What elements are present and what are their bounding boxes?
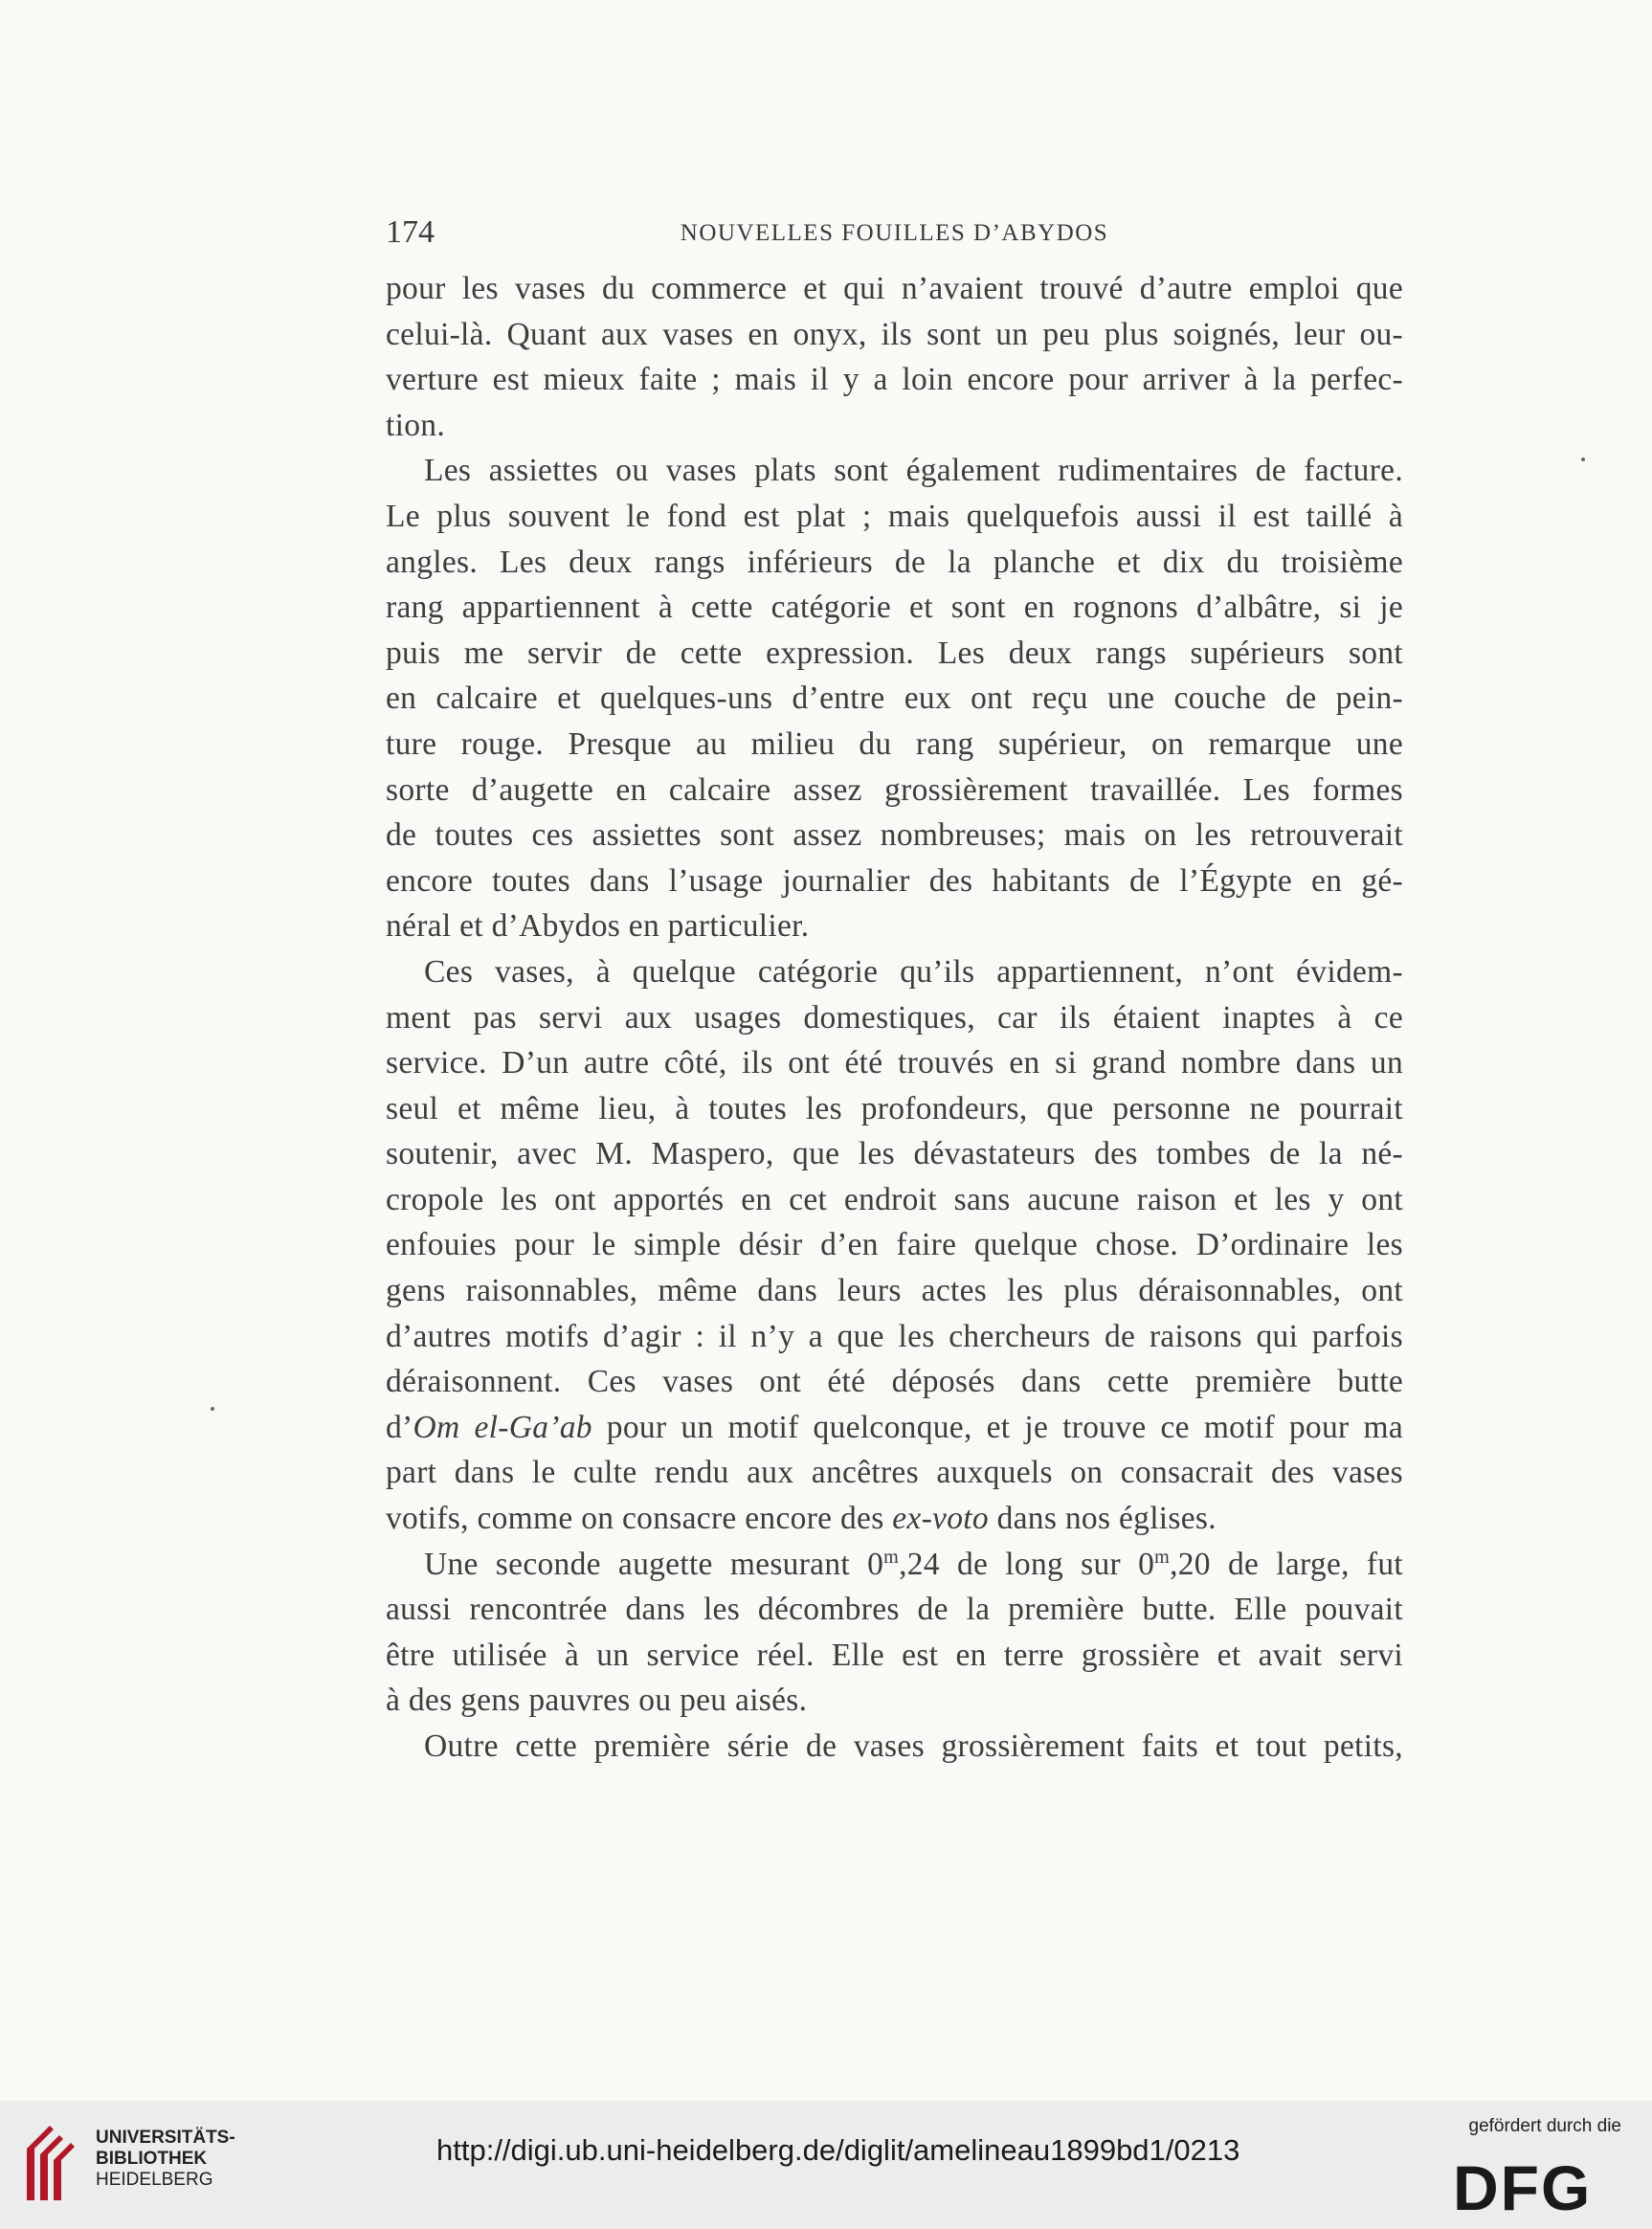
library-name-line: HEIDELBERG (96, 2170, 213, 2190)
text-fragment: dans nos églises. (988, 1501, 1217, 1537)
text-line: celui-là. Quant aux vases en onyx, ils sont un peu plus soignés, leur ou- (386, 316, 1403, 352)
text-line: en calcaire et quelques-uns d’entre eux ont reçu une couche de pein- (386, 680, 1403, 717)
text-line: service. D’un autre côté, ils ont été trouvés en si grand nombre dans un (386, 1045, 1403, 1081)
text-line: être utilisée à un service réel. Elle est en terre grossière et avait servi (386, 1637, 1403, 1673)
text-line: cropole les ont apportés en cet endroit sans aucune raison et les y ont (386, 1181, 1403, 1217)
funder-block (1440, 2116, 1621, 2221)
text-line-with-italic (386, 1496, 1403, 1542)
text-line: Les assiettes ou vases plats sont également rudimentaires de facture. (424, 453, 1403, 489)
text-line: tion. (386, 407, 445, 443)
text-fragment: Une seconde augette mesurant 0 (424, 1546, 884, 1582)
text-line: angles. Les deux rangs inférieurs de la planche et dix du troisième (386, 544, 1403, 580)
body-text (386, 266, 1403, 1770)
text-line: pour les vases du commerce et qui n’avaient trouvé d’autre emploi que (386, 271, 1403, 306)
text-line: ment pas servi aux usages domestiques, car ils étaient inaptes à ce (386, 999, 1403, 1036)
text-line: sorte d’augette en calcaire assez grossièrement travaillée. Les formes (386, 771, 1403, 808)
university-library-logo-icon (21, 2120, 82, 2204)
digitization-footer (0, 2101, 1652, 2229)
library-name-line: BIBLIOTHEK (96, 2149, 208, 2169)
running-title: NOUVELLES FOUILLES D’ABYDOS (680, 220, 1109, 246)
text-line: seul et même lieu, à toutes les profondeurs, que personne ne pourrait (386, 1090, 1403, 1126)
funding-credit: gefördert durch die (1468, 2116, 1621, 2136)
text-line: part dans le culte rendu aux ancêtres auxquels on consacrait des vases (386, 1455, 1403, 1491)
text-fragment: pour un motif quelconque, et je trouve ce motif pour ma (592, 1409, 1404, 1445)
paragraph-5 (386, 1724, 1403, 1770)
text-line: soutenir, avec M. Maspero, que les dévastateurs des tombes de la né- (386, 1136, 1403, 1172)
paragraph-2 (386, 448, 1403, 949)
unit-superscript: m (883, 1546, 900, 1568)
paragraph-3 (386, 949, 1403, 1542)
scan-speck (211, 1407, 214, 1411)
scan-speck (1581, 457, 1585, 461)
text-fragment: d’ (386, 1409, 413, 1445)
library-name (96, 2128, 235, 2191)
text-line-with-italic (386, 1405, 1403, 1451)
text-line: rang appartiennent à cette catégorie et sont en rognons d’albâtre, si je (386, 590, 1403, 626)
text-line: aussi rencontrée dans les décombres de la première butte. Elle pouvait (386, 1592, 1403, 1628)
text-line: encore toutes dans l’usage journalier des habitants de l’Égypte en gé- (386, 862, 1403, 899)
paragraph-4 (386, 1542, 1403, 1724)
text-line: gens raisonnables, même dans leurs actes les plus déraisonnables, ont (386, 1273, 1403, 1309)
text-line: d’autres motifs d’agir : il n’y a que les chercheurs de raisons qui parfois (386, 1318, 1403, 1354)
running-header (386, 214, 1403, 256)
text-line: Ces vases, à quelque catégorie qu’ils appartiennent, n’ont évidem- (424, 953, 1403, 990)
page-number: 174 (386, 214, 435, 250)
unit-superscript: m (1154, 1546, 1171, 1568)
paragraph-1 (386, 266, 1403, 448)
text-line: déraisonnent. Ces vases ont été déposés dans cette première butte (386, 1364, 1403, 1400)
text-fragment: ,20 de large, fut (1170, 1546, 1403, 1582)
text-fragment: ,24 de long sur 0 (899, 1546, 1155, 1582)
text-line: puis me servir de cette expression. Les deux rangs supérieurs sont (386, 635, 1403, 671)
text-line: enfouies pour le simple désir d’en faire quelque chose. D’ordinaire les (386, 1227, 1403, 1263)
text-line-with-measure (386, 1542, 1403, 1588)
text-line: verture est mieux faite ; mais il y a loin encore pour arriver à la perfec- (386, 362, 1403, 398)
text-line: Le plus souvent le fond est plat ; mais quelquefois aussi il est taillé à (386, 498, 1403, 534)
text-line: ture rouge. Presque au milieu du rang supérieur, on remarque une (386, 725, 1403, 762)
text-line: Outre cette première série de vases grossièrement faits et tout petits, (424, 1728, 1403, 1764)
library-name-line: UNIVERSITÄTS- (96, 2128, 235, 2148)
text-fragment: votifs, comme on consacre encore des (386, 1501, 893, 1537)
text-line: de toutes ces assiettes sont assez nombreuses; mais on les retrouverait (386, 817, 1403, 854)
text-line: à des gens pauvres ou peu aisés. (386, 1683, 808, 1719)
text-line: néral et d’Abydos en particulier. (386, 908, 810, 945)
italic-place-name: Om el-Ga’ab (413, 1409, 592, 1445)
italic-term: ex-voto (892, 1501, 989, 1537)
dfg-logo-lettering: DFG (1453, 2156, 1593, 2216)
permalink-url[interactable]: http://digi.ub.uni-heidelberg.de/diglit/amelineau1899bd1/0213 (436, 2133, 1240, 2167)
dfg-logo-icon (1453, 2156, 1621, 2216)
